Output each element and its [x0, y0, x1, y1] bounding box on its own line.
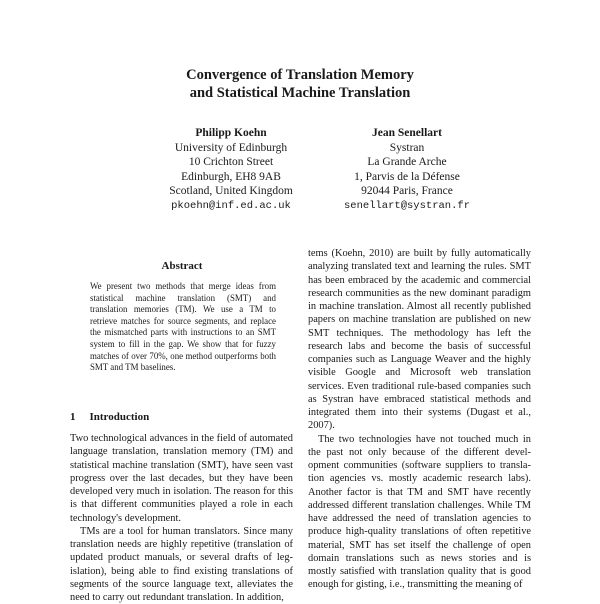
author-name: Philipp Koehn [195, 127, 267, 139]
left-column-body [70, 432, 293, 604]
right-column-body [308, 247, 531, 592]
section-heading [70, 411, 149, 423]
author-address-line: 10 Crichton Street [188, 156, 274, 169]
paragraph: TMs are a tool for human translators. Since many translation needs are highly repetitive (translation of updated product manuals, or several drafts of legislation), being able to find existing translations of segments of the source language text, alleviates the need to carry out redundant translation. In addition, [70, 525, 293, 603]
author-address-line: La Grande Arche [367, 156, 447, 169]
paragraph: Two technological advances in the field of automated language translation, translation memory (TM) and statistical machine translation (SMT), have seen vast progress over the last decades, but they have been developed very much in isolation. The reason for this is that different communities played a role in each technology's development. [70, 433, 293, 524]
author-name: Jean Senellart [372, 127, 442, 139]
author-block-senellart [287, 126, 527, 214]
section-title: Introduction [89, 411, 150, 423]
author-address-line: 92044 Paris, France [361, 185, 453, 198]
author-address-line: 1, Parvis de la Défense [354, 170, 460, 183]
paper-title [0, 66, 600, 102]
title-line-1: Convergence of Translation Memory [186, 67, 414, 83]
author-email[interactable]: pkoehn@inf.ed.ac.uk [171, 199, 291, 212]
section-number: 1 [70, 411, 76, 423]
author-address-line: Scotland, United Kingdom [169, 185, 293, 198]
author-affiliation: University of Edinburgh [174, 141, 288, 154]
author-email[interactable]: senellart@systran.fr [343, 199, 471, 212]
abstract-heading: Abstract [161, 260, 203, 272]
paragraph: tems (Koehn, 2010) are built by fully automatically analyzing translated text and learning the rules. SMT has been embraced by the academic and commercial research communities as the new dominant paradigm in machine translation. Almost all recently published papers on machine translation are published on new SMT techniques. The methodology has left the research labs and become the basis of successful companies such as Language Weaver and the highly visible Google and Microsoft web translation services. Even traditional rule-based companies such as Systran have embraced statistical methods and integrated them into their systems (Dugast et al., 2007). [308, 248, 531, 432]
author-affiliation: Systran [389, 141, 425, 154]
paragraph: The two technologies have not touched much in the past not only because of the different development communities (software suppliers to translation agencies vs. mostly academic research labs). Another factor is that TM and SMT have recently addressed different translation challenges. While TM have addressed the need of translation agencies to produce high-quality translations of often repetitive material, SMT has set itself the challenge of open domain translations such as news stories and is mostly satisfied with translation quality that is good enough for gisting, i.e., transmitting the meaning of [308, 433, 531, 591]
title-line-2: and Statistical Machine Translation [189, 85, 411, 101]
abstract-text: We present two methods that merge ideas from statistical machine translation (SMT) and translation memories (TM). We use a TM to retrieve matches for source segments, and replace the mismatched parts with instructions to an SMT system to fill in the gap. We show that for fuzzy matches of over 70%, one method outperforms both SMT and TM baselines. [90, 281, 276, 373]
author-address-line: Edinburgh, EH8 9AB [181, 170, 281, 183]
